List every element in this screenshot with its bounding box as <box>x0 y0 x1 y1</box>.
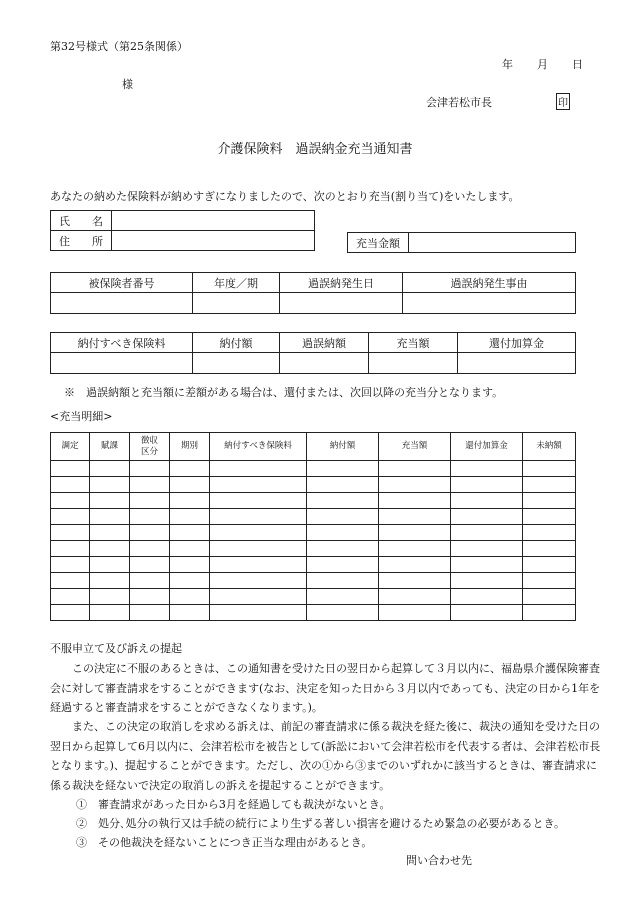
detail-cell <box>307 477 379 493</box>
detail-cell <box>379 589 451 605</box>
detail-cell <box>51 589 90 605</box>
detail-cell <box>51 509 90 525</box>
detail-cell <box>170 477 210 493</box>
detail-cell <box>307 557 379 573</box>
detail-cell <box>523 493 576 509</box>
detail-cell <box>51 541 90 557</box>
detail-cell <box>451 541 523 557</box>
header-overpayment-reason: 過誤納発生事由 <box>403 273 576 293</box>
detail-cell <box>90 509 130 525</box>
detail-cell <box>130 509 170 525</box>
detail-header-refund-interest: 還付加算金 <box>451 433 523 461</box>
detail-header-paid: 納付額 <box>307 433 379 461</box>
detail-row <box>51 509 576 525</box>
detail-header-assessment: 調定 <box>51 433 90 461</box>
detail-cell <box>90 493 130 509</box>
detail-cell <box>210 557 307 573</box>
detail-cell <box>130 557 170 573</box>
document-title: 介護保険料 過誤納金充当通知書 <box>217 142 413 157</box>
exception-item-3: ③ その他裁決を経ないことにつき正当な理由があるとき。 <box>76 836 373 849</box>
header-refund-interest: 還付加算金 <box>458 333 576 353</box>
detail-cell <box>51 493 90 509</box>
contact-label: 問い合わせ先 <box>406 854 472 867</box>
detail-cell <box>523 477 576 493</box>
detail-cell <box>307 493 379 509</box>
detail-cell <box>451 589 523 605</box>
seal-mark: 印 <box>556 93 570 110</box>
detail-cell <box>307 525 379 541</box>
header-applied-amount: 充当額 <box>369 333 458 353</box>
header-insured-number: 被保険者番号 <box>51 273 193 293</box>
detail-cell <box>210 477 307 493</box>
detail-cell <box>170 605 210 621</box>
addressee-suffix: 様 <box>122 78 133 91</box>
detail-cell <box>170 525 210 541</box>
payment-summary-table <box>50 332 576 374</box>
detail-cell <box>210 605 307 621</box>
address-label: 住 所 <box>51 231 112 251</box>
detail-cell <box>451 525 523 541</box>
detail-cell <box>90 605 130 621</box>
detail-cell <box>379 573 451 589</box>
detail-cell <box>130 541 170 557</box>
detail-row <box>51 573 576 589</box>
detail-cell <box>451 493 523 509</box>
date-day-label: 日 <box>572 58 583 71</box>
detail-row <box>51 493 576 509</box>
header-overpaid-amount: 過誤納額 <box>280 333 369 353</box>
detail-cell <box>379 493 451 509</box>
detail-row <box>51 541 576 557</box>
detail-cell <box>210 493 307 509</box>
exception-item-2: ② 処分､処分の執行又は手続の続行により生ずる著しい損害を避けるため緊急の必要があるとき。 <box>76 817 566 830</box>
detail-cell <box>170 573 210 589</box>
detail-cell <box>51 525 90 541</box>
appeal-paragraph-2: また、この決定の取消しを求める訴えは、前記の審査請求に係る裁決を経た後に、裁決の通知を受けた日の翌日から起算して6月以内に、会津若松市を被告として(訴訟において会津若松市を代表する者は、会津若松市長となります。)、提起することができます。ただし、次の①から③までのいずれかに該当するときは、審査請求に係る裁決を経ないで決定の取消しの訴えを提起することができます。 <box>50 720 601 792</box>
detail-header-period: 期別 <box>170 433 210 461</box>
header-overpayment-date: 過誤納発生日 <box>280 273 403 293</box>
detail-row <box>51 589 576 605</box>
detail-cell <box>170 589 210 605</box>
header-fiscal-period: 年度／期 <box>193 273 280 293</box>
detail-cell <box>451 573 523 589</box>
detail-cell <box>379 525 451 541</box>
detail-cell <box>130 525 170 541</box>
detail-cell <box>170 493 210 509</box>
detail-cell <box>451 461 523 477</box>
detail-row <box>51 525 576 541</box>
detail-cell <box>90 541 130 557</box>
detail-header-levy: 賦課 <box>90 433 130 461</box>
detail-cell <box>170 461 210 477</box>
detail-cell <box>170 557 210 573</box>
detail-cell <box>130 493 170 509</box>
detail-cell <box>210 541 307 557</box>
detail-cell <box>379 557 451 573</box>
detail-cell <box>90 573 130 589</box>
date-month-label: 月 <box>537 58 548 71</box>
detail-cell <box>523 573 576 589</box>
detail-cell <box>210 589 307 605</box>
detail-cell <box>210 509 307 525</box>
intro-text: あなたの納めた保険料が納めすぎになりましたので、次のとおり充当(割り当て)をいたします。 <box>50 190 520 203</box>
amount-table <box>347 232 576 253</box>
detail-row <box>51 461 576 477</box>
detail-heading: <充当明細> <box>50 410 113 423</box>
detail-cell <box>130 461 170 477</box>
detail-row <box>51 605 576 621</box>
detail-cell <box>523 461 576 477</box>
insured-info-table <box>50 272 576 314</box>
detail-cell <box>523 541 576 557</box>
appeal-heading: 不服申立て及び訴えの提起 <box>50 642 182 655</box>
detail-cell <box>90 461 130 477</box>
detail-cell <box>90 589 130 605</box>
form-number: 第32号様式（第25条関係） <box>50 40 188 53</box>
detail-cell <box>307 573 379 589</box>
detail-cell <box>51 557 90 573</box>
detail-header-premium-due: 納付すべき保険料 <box>210 433 307 461</box>
detail-cell <box>307 509 379 525</box>
detail-cell <box>130 605 170 621</box>
detail-header-collection-type: 徴収 区分 <box>130 433 170 461</box>
detail-cell <box>379 461 451 477</box>
date-year-label: 年 <box>502 58 513 71</box>
detail-cell <box>523 605 576 621</box>
detail-cell <box>523 589 576 605</box>
difference-note: ※ 過誤納額と充当額に差額がある場合は、還付または、次回以降の充当分となります。 <box>64 386 504 399</box>
detail-cell <box>451 477 523 493</box>
issuer-name: 会津若松市長 <box>426 96 492 109</box>
detail-cell <box>130 573 170 589</box>
detail-cell <box>130 589 170 605</box>
detail-row <box>51 477 576 493</box>
name-field <box>112 211 315 231</box>
detail-cell <box>51 461 90 477</box>
detail-cell <box>379 605 451 621</box>
detail-header-unpaid: 未納額 <box>523 433 576 461</box>
detail-cell <box>210 525 307 541</box>
detail-cell <box>379 477 451 493</box>
detail-cell <box>451 605 523 621</box>
detail-cell <box>451 509 523 525</box>
header-paid-amount: 納付額 <box>193 333 280 353</box>
detail-table <box>50 432 576 621</box>
detail-cell <box>307 605 379 621</box>
name-label: 氏 名 <box>51 211 112 231</box>
detail-cell <box>90 525 130 541</box>
detail-cell <box>523 557 576 573</box>
detail-cell <box>90 557 130 573</box>
detail-cell <box>90 477 130 493</box>
detail-cell <box>170 541 210 557</box>
detail-cell <box>451 557 523 573</box>
amount-field <box>409 233 576 253</box>
detail-cell <box>170 509 210 525</box>
detail-cell <box>51 573 90 589</box>
person-table <box>50 210 315 251</box>
detail-cell <box>307 461 379 477</box>
amount-label: 充当金額 <box>348 233 409 253</box>
exception-item-1: ① 審査請求があった日から3月を経過しても裁決がないとき。 <box>76 798 391 811</box>
detail-cell <box>307 541 379 557</box>
detail-cell <box>130 477 170 493</box>
detail-cell <box>210 573 307 589</box>
detail-cell <box>307 589 379 605</box>
detail-cell <box>523 525 576 541</box>
detail-cell <box>51 477 90 493</box>
detail-cell <box>210 461 307 477</box>
header-premium-due: 納付すべき保険料 <box>51 333 193 353</box>
detail-cell <box>379 509 451 525</box>
detail-cell <box>51 605 90 621</box>
detail-header-applied: 充当額 <box>379 433 451 461</box>
appeal-paragraph-1: この決定に不服のあるときは、この通知書を受けた日の翌日から起算して３月以内に、福島県介護保険審査会に対して審査請求をすることができます(なお、決定を知った日から３月以内であっても、決定の日から1年を経過すると審査請求をすることができなくなります。)。 <box>50 662 601 714</box>
detail-cell <box>379 541 451 557</box>
address-field <box>112 231 315 251</box>
detail-row <box>51 557 576 573</box>
detail-cell <box>523 509 576 525</box>
